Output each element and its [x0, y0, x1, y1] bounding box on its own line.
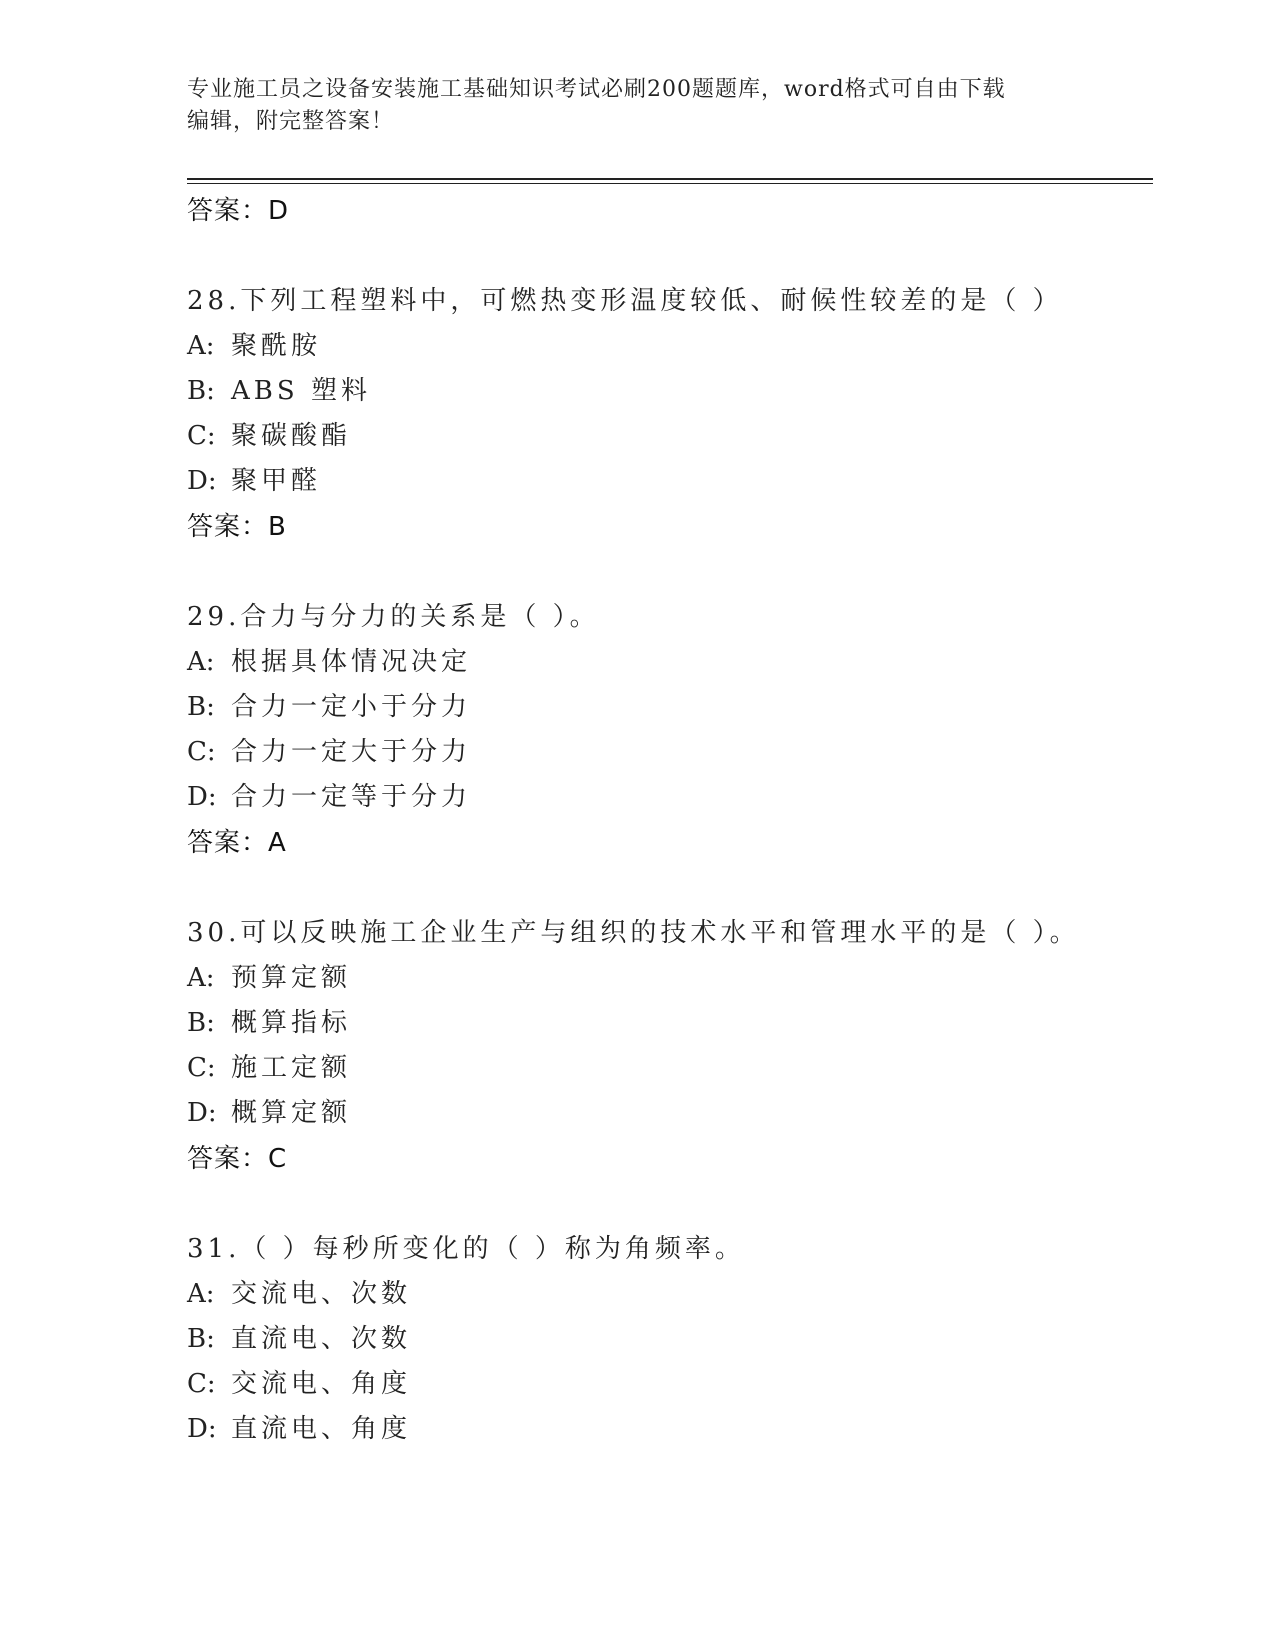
- option-c: [187, 1362, 1147, 1407]
- option-text: 合力一定大于分力: [231, 737, 472, 767]
- option-letter: C:: [187, 1053, 216, 1083]
- option-b: [187, 1001, 1147, 1046]
- option-text: 交流电、角度: [231, 1369, 412, 1399]
- option-text: 概算定额: [231, 1098, 352, 1128]
- question-31: [187, 1226, 1147, 1452]
- option-letter: C:: [187, 1369, 216, 1399]
- option-letter: A:: [187, 331, 215, 361]
- option-text: 聚碳酸酯: [231, 421, 352, 451]
- option-d: [187, 775, 1147, 820]
- option-d: [187, 459, 1147, 504]
- option-text: 根据具体情况决定: [231, 647, 472, 677]
- header-rule-thin: [187, 183, 1153, 184]
- option-c: [187, 1046, 1147, 1091]
- header-rule-thick: [187, 178, 1153, 180]
- option-b: [187, 369, 1147, 414]
- option-letter: A:: [187, 647, 215, 677]
- option-a: [187, 956, 1147, 1001]
- option-text: 概算指标: [231, 1008, 352, 1038]
- option-letter: C:: [187, 737, 216, 767]
- header-title-line-1: 专业施工员之设备安装施工基础知识考试必刷200题题库，word格式可自由下载: [187, 77, 1006, 102]
- answer-line: 答案：A: [187, 828, 287, 858]
- option-letter: D:: [187, 782, 217, 812]
- option-letter: A:: [187, 1279, 215, 1309]
- option-b: [187, 685, 1147, 730]
- option-letter: D:: [187, 1098, 217, 1128]
- question-stem: 29.合力与分力的关系是（ ）。: [187, 602, 600, 632]
- option-text: 施工定额: [231, 1053, 352, 1083]
- option-text: 直流电、次数: [231, 1324, 412, 1354]
- header-title-line-2: 编辑，附完整答案！: [187, 109, 395, 134]
- question-29: [187, 594, 1147, 866]
- option-text: 聚酰胺: [231, 331, 322, 361]
- question-stem: 28.下列工程塑料中，可燃热变形温度较低、耐候性较差的是（ ）: [187, 286, 1063, 316]
- option-d: [187, 1091, 1147, 1136]
- option-letter: A:: [187, 963, 215, 993]
- option-letter: B:: [187, 1008, 215, 1038]
- option-a: [187, 324, 1147, 369]
- option-letter: C:: [187, 421, 216, 451]
- option-letter: B:: [187, 692, 215, 722]
- option-letter: D:: [187, 1414, 217, 1444]
- option-letter: B:: [187, 1324, 215, 1354]
- answer-line: 答案：C: [187, 1144, 288, 1174]
- option-c: [187, 730, 1147, 775]
- option-letter: D:: [187, 466, 217, 496]
- option-text: 预算定额: [231, 963, 352, 993]
- option-text: 交流电、次数: [231, 1279, 412, 1309]
- option-text: ABS 塑料: [231, 376, 371, 406]
- option-text: 合力一定等于分力: [231, 782, 472, 812]
- question-stem: 31.（ ）每秒所变化的（ ）称为角频率。: [187, 1234, 745, 1264]
- document-header: [187, 74, 1067, 138]
- question-stem: 30.可以反映施工企业生产与组织的技术水平和管理水平的是（ ）。: [187, 918, 1080, 948]
- option-a: [187, 640, 1147, 685]
- option-a: [187, 1272, 1147, 1317]
- question-list: [187, 188, 1147, 1452]
- option-d: [187, 1407, 1147, 1452]
- option-text: 聚甲醛: [231, 466, 322, 496]
- option-c: [187, 414, 1147, 459]
- question-30: [187, 910, 1147, 1182]
- option-letter: B:: [187, 376, 215, 406]
- option-b: [187, 1317, 1147, 1362]
- option-text: 直流电、角度: [231, 1414, 412, 1444]
- answer-line: 答案：B: [187, 512, 287, 542]
- option-text: 合力一定小于分力: [231, 692, 472, 722]
- question-28: [187, 278, 1147, 550]
- previous-answer: 答案：D: [187, 196, 290, 226]
